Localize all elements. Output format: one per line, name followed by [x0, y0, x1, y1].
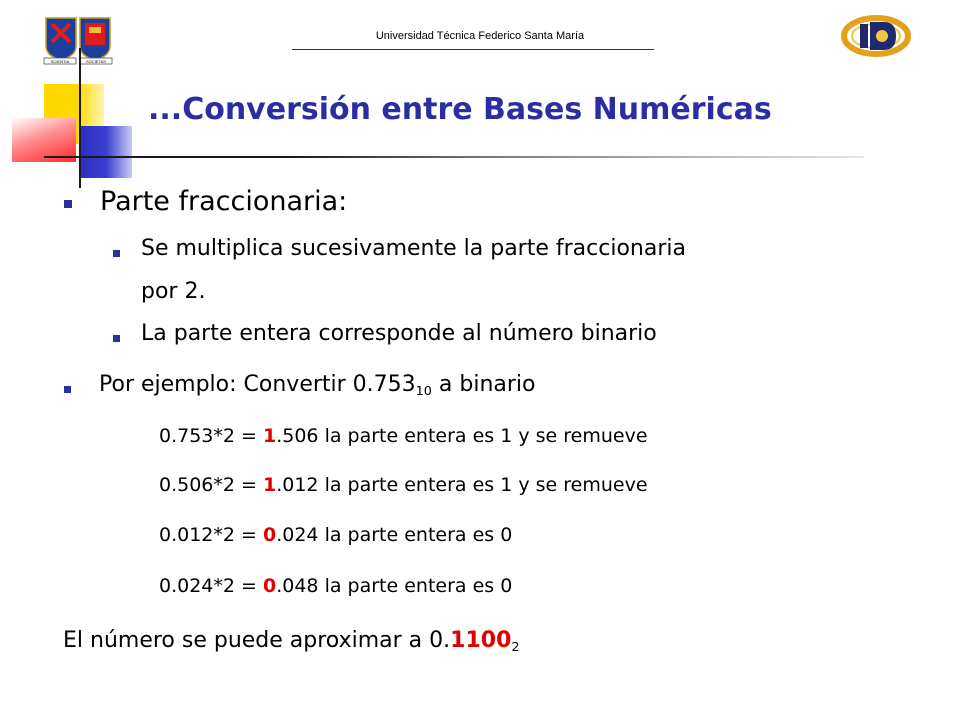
- example-product: 0.753*2 =: [159, 425, 263, 447]
- decorative-blue-square: [80, 126, 132, 178]
- conclusion-binary-digits: 1100: [450, 628, 512, 653]
- example-line: [159, 425, 648, 447]
- bullet-por-ejemplo: [99, 372, 536, 400]
- crest-motto-right: SOCIETAS: [86, 59, 106, 64]
- conclusion-base-subscript: 2: [511, 640, 520, 656]
- conclusion-line: [63, 628, 520, 656]
- ring-logo-icon: [840, 14, 920, 58]
- example-integer-digit: 1: [262, 474, 277, 496]
- sub-bullet-multiplica-line2: por 2.: [141, 279, 206, 304]
- sub-bullet-marker: [113, 335, 120, 342]
- conclusion-text: El número se puede aproximar a 0.: [63, 628, 451, 653]
- sub-bullet-marker: [113, 250, 120, 257]
- bullet-marker: [64, 386, 71, 393]
- bullet-parte-fraccionaria: Parte fraccionaria:: [100, 186, 348, 217]
- example-product: 0.012*2 =: [159, 524, 263, 546]
- example-remainder: .048 la parte entera es 0: [276, 575, 513, 597]
- example-integer-digit: 0: [262, 575, 277, 597]
- title-underline: [44, 156, 864, 158]
- header-rule: [292, 49, 654, 50]
- base-subscript: 10: [415, 384, 432, 400]
- example-integer-digit: 0: [262, 524, 277, 546]
- university-name: Universidad Técnica Federico Santa María: [375, 30, 585, 42]
- example-line: [159, 474, 648, 496]
- example-intro-text: Por ejemplo: Convertir 0.753: [99, 372, 416, 397]
- example-remainder: .012 la parte entera es 1 y se remueve: [276, 474, 648, 496]
- sub-bullet-multiplica-line1: Se multiplica sucesivamente la parte fraccionaria: [141, 236, 686, 261]
- example-remainder: .024 la parte entera es 0: [276, 524, 513, 546]
- sub-bullet-parte-entera: La parte entera corresponde al número binario: [141, 321, 657, 346]
- slide-title: ...Conversión entre Bases Numéricas: [148, 92, 772, 127]
- example-integer-digit: 1: [262, 425, 277, 447]
- decorative-vertical-line: [79, 48, 81, 188]
- example-intro-suffix: a binario: [431, 372, 536, 397]
- example-line: [159, 524, 512, 546]
- bullet-marker: [64, 200, 72, 208]
- example-product: 0.024*2 =: [159, 575, 263, 597]
- example-remainder: .506 la parte entera es 1 y se remueve: [276, 425, 648, 447]
- example-line: [159, 575, 512, 597]
- university-crest-icon: [42, 16, 114, 66]
- crest-motto-left: SCIENTIA: [50, 59, 70, 64]
- example-product: 0.506*2 =: [159, 474, 263, 496]
